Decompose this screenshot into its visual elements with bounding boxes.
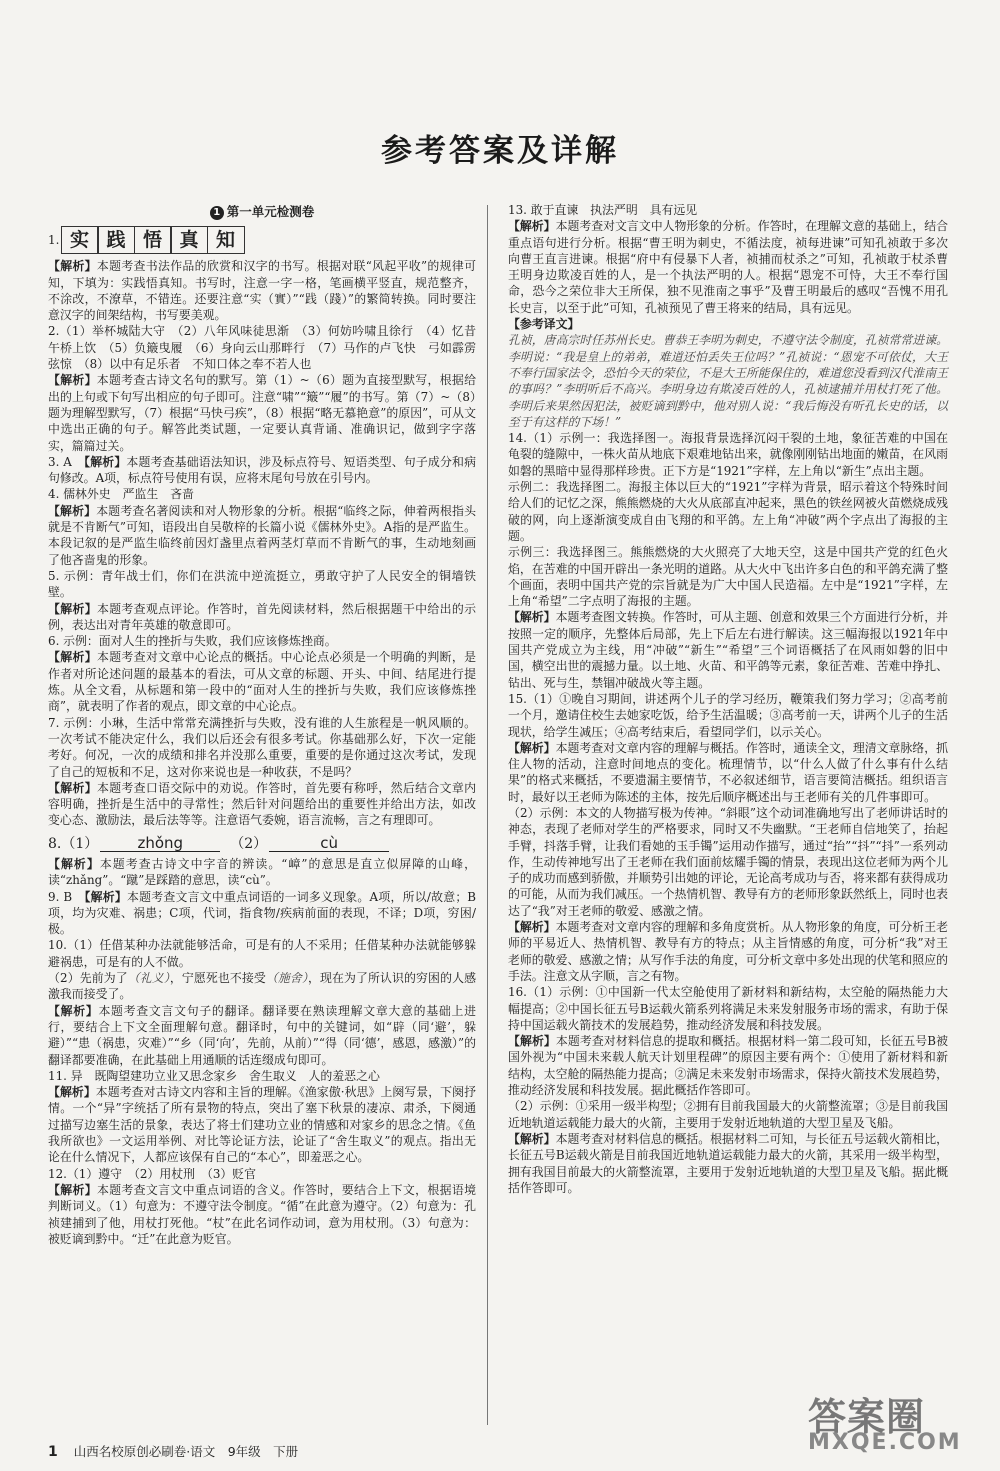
q16-explanation-2: 【解析】本题考查对材料信息的概括。根据材料二可知，与长征五号运载火箭相比，长征五号B运载火箭是目前我国近地轨道运载能力最大的火箭，其采用一级半构型，拥有我国目前最大的火箭整流罩，主要用于发射近地轨道的大型卫星及飞船。据此概括作答即可。: [508, 1131, 948, 1195]
char-box: 知: [207, 226, 245, 254]
q8-explanation: 【解析】本题考查古诗文中字音的辨读。“嶂”的意思是直立似屏障的山峰，读“zhǎng”。“蹴”是踩踏的意思，读“cù”。: [48, 856, 476, 888]
q14-answer-3: 示例三：我选择图三。熊熊燃烧的大火照亮了大地天空，这是中国共产党的红色火焰，在苦难的中国开辟出一条光明的道路。从大火中飞出许多白色的和平鸽充满了整个画面，表明中国共产党的宗旨就是为广大中国人民造福。左中是“1921”字样，左上角“希望”二字点明了海报的主题。: [508, 545, 948, 609]
q1-explanation: 【解析】本题考查书法作品的欣赏和汉字的书写。根据对联“风起平收”的规律可知，下填为：实践悟真知。书写时，注意一字一格，笔画横平竖直，规范整齐，不涂改，不潦草，不错连。还要注意“实（實）”“践（踐）”的繁简转换。同时要注意汉字的间架结构，书写要美观。: [48, 259, 476, 323]
char-box: 悟: [134, 226, 172, 254]
q13-translation-heading: 【参考译文】: [508, 317, 580, 332]
q12-answer: 12.（1）遵守 （2）用杖刑 （3）贬官: [48, 1166, 257, 1181]
section-title: 第一单元检测卷: [226, 204, 315, 219]
q15-explanation-2: 【解析】本题考查对文章内容的理解和多角度赏析。从人物形象的角度，可分析王老师的平易近人、热情机智、教导有方的特点；从主旨情感的角度，可分析“我”对王老师的敬爱、感激之情；从写作手法的角度，可分析文章中多处出现的伏笔和照应的手法。注意文从字顺，言之有物。: [508, 920, 948, 983]
q4-explanation: 【解析】本题考查名著阅读和对人物形象的分析。根据“临终之际，伸着两根指头就是不肯断气”可知，语段出自吴敬梓的长篇小说《儒林外史》。A指的是严监生。本段记叙的是严监生临终前因灯盏里点着两茎灯草而不肯断气的事，生动地刻画了他吝啬鬼的形象。: [48, 503, 476, 567]
page-number: 1: [48, 1444, 58, 1460]
watermark-logo: 答案圈: [808, 1395, 926, 1439]
q14-explanation: 【解析】本题考查图文转换。作答时，可从主题、创意和效果三个方面进行分析，并按照一定的顺序，先整体后局部，先上下后左右进行解读。这三幅海报以1921年中国共产党成立为主线，用“冲破”“新生”“希望”三个词语概括了在风雨如磐的旧中国，横空出世的震撼力量。以土地、火苗、和平鸽等元素，象征苦难、苦难中挣扎、钻出、死与生，禁锢冲破战火等主题。: [508, 610, 948, 690]
q16-answer-2: （2）示例：①采用一级半构型；②拥有目前我国最大的火箭整流罩；③是目前我国近地轨道运载能力最大的火箭，主要用于发射近地轨道的大型卫星及飞船。: [508, 1099, 948, 1130]
section-heading: [48, 204, 476, 220]
q6-explanation: 【解析】本题考查对文章中心论点的概括。中心论点必须是一个明确的判断，是作者对所论述问题的最基本的看法，可从文章的标题、开头、中间、结尾进行提炼。从全文看，从标题和第一段中的“面对人生的挫折与失败，我们应该修炼挫商”，就表明了作者的观点，即文章的中心论点。: [48, 650, 476, 714]
column-divider: [487, 205, 488, 1425]
q13-answer: 13. 敢于直谏 执法严明 具有远见: [508, 203, 698, 217]
q6-answer: 6. 示例：面对人生的挫折与失败，我们应该修炼挫商。: [48, 634, 337, 649]
q15-answer-1: 15.（1）①晚自习期间，讲述两个儿子的学习经历，鞭策我们努力学习；②高考前一个月，邀请住校生去她家吃饭，给予生活温暖；③高考前一天，讲两个儿子的生活现状，给学生减压；④高考结束后，看望同学们，以示关心。: [508, 691, 948, 739]
q5-answer: 5. 示例：青年战士们，你们在洪流中逆流挺立，勇敢守护了人民安全的铜墙铁壁。: [48, 568, 476, 600]
q11-answer: 11. 异 既陶望建功立业又思念家乡 舍生取义 人的羞恶之心: [48, 1068, 380, 1083]
section-number-badge: 1: [210, 206, 224, 220]
q8-pinyin-answers: 8.（1） zhǒng （2） cù: [48, 835, 476, 852]
q16-answer-1: 16.（1）示例：①中国新一代太空舱使用了新材料和新结构，太空舱的隔热能力大幅提高；②中国长征五号B运载火箭系列将满足未来发射服务市场的需求，有助于保持中国运载火箭技术的发展趋势，推动经济发展和科技发展。: [508, 985, 948, 1032]
q15-answer-2: （2）示例：本文的人物描写极为传神。“斜眼”这个动词准确地写出了老师讲话时的神态，表现了老师对学生的严格要求，同时又不失幽默。“王老师自信地笑了，抬起手臂，抖落手臂，让我们看她的玉手镯”运用动作描写，通过“抬”“抖”“抖”一系列动作，生动传神地写出了王老师在我们面前炫耀手镯的情景，表现出这位老师为两个儿子的成功而感到骄傲，并顺势引出她的评论，无论高考成功与否，将来都有获得成功的可能，从而为我们减压。一个热情机智、教导有方的老师形象跃然纸上，同时也表达了“我”对王老师的敬爱、感激之情。: [508, 805, 948, 918]
q2-explanation: 【解析】本题考查古诗文名句的默写。第（1）~（6）题为直接型默写，根据给出的上句或下句写出相应的句子即可。注意“啸”“簸”“履”的书写。第（7）~（8）题为理解型默写，（7）根据“马快弓疾”，（8）根据“略无慕艳意”的原因”，可从文中选出正确的句子。解答此类试题，一定要认真背诵、准确识记，做到字字落实，篇篇过关。: [48, 373, 476, 453]
q12-explanation: 【解析】本题考查文言文中重点词语的含义。作答时，要结合上下文，根据语境判断词义。（1）句意为：不遵守法令制度。“循”在此意为遵守。（2）句意为：孔祯建捕到了他，用杖打死他。“杖”在此名词作动词，意为用杖刑。（3）句意为：被贬谪到黔中。“迁”在此意为贬官。: [48, 1182, 476, 1246]
page-title: 参考答案及详解: [381, 133, 619, 169]
book-title: 山西名校原创必刷卷·语文 9年级 下册: [73, 1444, 299, 1459]
q9-answer: 9. B 【解析】本题考查文言文中重点词语的一词多义现象。A项，所以/故意；B项，均为灾难、祸患；C项，代词，指食物/疾病前面的表现，不译；D项，穷困/极。: [48, 889, 476, 937]
q15-explanation-1: 【解析】本题考查对文章内容的理解与概括。作答时，通读全文，理清文章脉络，抓住人物的活动，注意时间地点的变化。梳理情节，以“什么人做了什么事有什么结果”的格式来概括，不要遗漏主要情节，不必叙述细节，语言要简洁概括。组织语言时，最好以王老师为陈述的主体，按先后顺序概述出与王老师有关的几件事即可。: [508, 740, 948, 804]
q7-answer: 7. 示例：小琳，生活中常常充满挫折与失败，没有谁的人生旅程是一帆风顺的。一次考试不能决定什么，我们以后还会有很多考试。你基础那么好，下次一定能考好。何况，一次的成绩和排名并没那么重要，重要的是你通过这次考试，发现了自己的短板和不足，这对你来说也是一种收获，不是吗？: [48, 715, 476, 779]
q1-number: 1.: [48, 233, 60, 248]
q11-explanation: 【解析】本题考查对古诗文内容和主旨的理解。《渔家傲·秋思》上阕写景，下阕抒情。一个“异”字统括了所有景物的特点，突出了塞下秋景的凄凉、肃杀，下阕通过描写边塞生活的景象，表达了将士们建功立业的情感和对家乡的思念之情。《鱼我所欲也》一文运用举例、对比等论证方法，论证了“舍生取义”的观点。指出无论在什么情况下，人都应该保有自己的“本心”，即羞恶之心。: [48, 1085, 476, 1165]
q16-explanation-1: 【解析】本题考查对材料信息的提取和概括。根据材料一第二段可知，长征五号B被国外视为“中国未来载人航天计划里程碑”的原因主要有两个：①使用了新材料和新结构，太空舱的隔热能力提高；②满足未来发射市场需求，保持火箭技术发展趋势，推动经济发展和科技发展。据此概括作答即可。: [508, 1034, 948, 1098]
char-box: 真: [170, 226, 208, 254]
q7-explanation: 【解析】本题考查口语交际中的劝说。作答时，首先要有称呼，然后结合文章内容明确，挫折是生活中的寻常性；然后针对问题给出的重要性并给出方法，如改变心态、激励法，最后法等等。注意语气委婉，语言流畅，言之有理即可。: [48, 780, 476, 828]
q2-answer: 2.（1）举杯城陆大守 （2）八年风味徒思渐 （3）何妨吟啸且徐行 （4）忆昔午桥上饮 （5）负簸曳履 （6）身向云山那畔行 （7）马作的卢飞快 弓如霹雳弦惊 （8）以中有足乐者 不知口体之奉不若人也: [48, 324, 476, 372]
q10-explanation: 【解析】本题考查文言文句子的翻译。翻译要在熟读理解文章大意的基础上进行，要结合上下文全面理解句意。翻译时，句中的关键词，如“辟（同‘避’，躲避）”“患（祸患，灾难）”“乡（同‘向’，先前，从前）”“得（同‘德’，感恩，感激）”的翻译都要准确，在此基础上用通顺的话连缀成句即可。: [48, 1003, 476, 1067]
right-column: [508, 202, 948, 1196]
left-column: [48, 202, 476, 1247]
watermark-url: MXQE.COM: [808, 1430, 962, 1455]
q3-answer: 3. A 【解析】本题考查基础语法知识，涉及标点符号、短语类型、句子成分和病句修改。A项，标点符号使用有误，应将末尾句号放在引号内。: [48, 454, 476, 486]
q13-translation: 孔祯，唐高宗时任苏州长史。曹恭王李明为刺史，不遵守法令制度，孔祯常常进谏。李明说：“我是皇上的弟弟，难道还怕丢失王位吗？”孔祯说：“恩宠不可依仗，大王不奉行国家法令，恐怕今天的荣位，不是大王所能保住的，难道您没看到汉代淮南王的事吗？”李明听后不高兴。李明身边有欺凌百姓的人，孔祯逮捕并用杖打死了他。李明后来果然因犯法，被贬谪到黔中，他对别人说：“我后悔没有听孔长史的话，以至于有这样的下场！”: [508, 333, 948, 429]
char-box: 实: [61, 226, 99, 254]
q14-answer-1: 14.（1）示例一：我选择图一。海报背景选择沉闷干裂的土地，象征苦难的中国在龟裂的缝隙中，一株火苗从地底下艰难地钻出来，就像刚刚钻出地面的嫩苗，在风雨如磐的黑暗中显得那样珍贵。正下方是“1921”字样，左上角以“新生”点出主题。: [508, 431, 948, 478]
q4-answer: 4. 儒林外史 严监生 吝啬: [48, 487, 194, 502]
pinyin-blank-2: cù: [269, 835, 389, 852]
q1-answer-boxes: [48, 226, 476, 254]
pinyin-blank-1: zhǒng: [100, 835, 220, 852]
q13-explanation: 【解析】本题考查对文言文中人物形象的分析。作答时，在理解文意的基础上，结合重点语句进行分析。根据“曹王明为刺史，不循法度，祯每进谏”可知孔祯敢于多次向曹王直言进谏。根据“府中有侵暴下人者，祯捕而杖杀之”可知，孔祯敢于杖杀曹王明身边欺凌百姓的人，是一个执法严明的人。根据“恩宠不可恃，大王不奉行国命，恐今之荣位非大王所保，独不见淮南之事乎”及曹王明最后的感叹“吾愧不用孔长史言，以至于此”可知，孔祯预见了曹王将来的结局，具有远见。: [508, 219, 948, 315]
q10-answer-1: 10.（1）任借某种办法就能够活命，可是有的人不采用；任借某种办法就能够躲避祸患，可是有的人不做。: [48, 938, 476, 969]
q5-explanation: 【解析】本题考查观点评论。作答时，首先阅读材料，然后根据题干中给出的示例，表达出对青年英雄的敬意即可。: [48, 601, 476, 632]
page-footer: [48, 1442, 298, 1460]
q14-answer-2: 示例二：我选择图二。海报主体以巨大的“1921”字样为背景，昭示着这个特殊时间给人们的记忆之深，熊熊燃烧的大火从底部直冲起来，黑色的铁丝网被火苗燃烧成残破的网，向上逐渐演变成自由飞翔的和平鸽。左上角“冲破”两个字点出了海报的主题。: [508, 480, 948, 543]
char-box: 践: [97, 226, 135, 254]
q10-answer-2: （2）先前为了（礼义），宁愿死也不接受（施舍），现在为了所认识的穷困的人感激我而接受了。: [48, 971, 476, 1002]
